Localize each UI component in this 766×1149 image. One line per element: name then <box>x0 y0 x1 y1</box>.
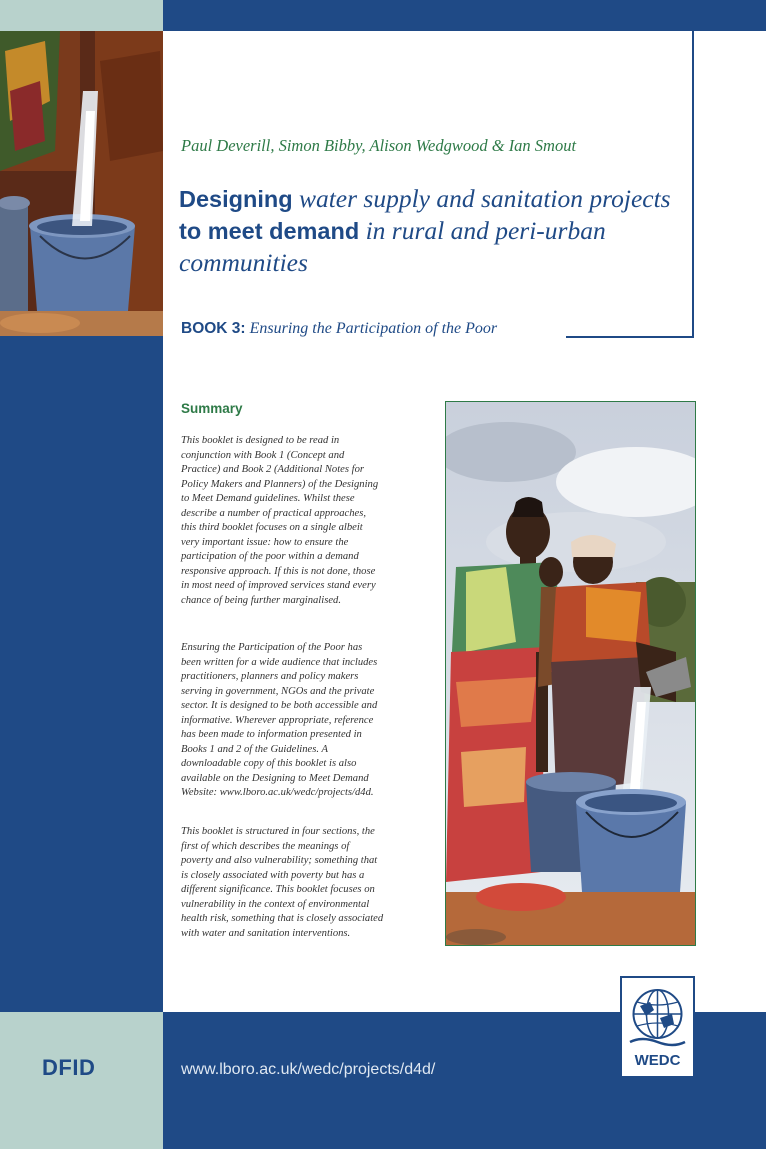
title-frame-right <box>692 31 694 337</box>
paragraph-line: poverty and also vulnerability; something that <box>181 855 378 867</box>
paragraph-line: Practice) and Book 2 (Additional Notes for <box>181 464 365 476</box>
paragraph-line: informative. Wherever appropriate, reference <box>181 714 374 726</box>
summary-heading: Summary <box>181 401 243 416</box>
book-label: BOOK 3: <box>181 320 246 337</box>
wedc-logo-text: WEDC <box>634 1052 681 1069</box>
paragraph-line: in most need of improved services stand every <box>181 580 376 592</box>
top-bar-left <box>0 0 163 31</box>
summary-paragraph-2 <box>181 641 436 801</box>
top-left-photo <box>0 31 163 336</box>
footer-url-link[interactable]: www.lboro.ac.uk/wedc/projects/d4d/ <box>181 1061 436 1078</box>
paragraph-line: been written for a wide audience that includes <box>181 656 378 668</box>
summary-paragraph-3 <box>181 825 436 941</box>
paragraph-line-website[interactable]: Website: www.lboro.ac.uk/wedc/projects/d4d. <box>181 787 374 799</box>
women-collecting-water-photo-icon <box>446 402 695 945</box>
paragraph-line: health risk, something that is closely associated <box>181 913 384 925</box>
paragraph-line: is closely associated with poverty but has a <box>181 869 365 881</box>
title-part-designing: Designing <box>179 186 293 212</box>
paragraph-line: conjunction with Book 1 (Concept and <box>181 449 345 461</box>
paragraph-line: available on the Designing to Meet Demand <box>181 772 369 784</box>
main-photo <box>445 401 696 946</box>
title-frame-bottom <box>566 336 694 338</box>
title-part-water-supply: water supply and sanitation projects <box>292 184 671 213</box>
paragraph-line: This booklet is designed to be read in <box>181 435 340 446</box>
paragraph-line: very important issue: how to ensure the <box>181 536 349 548</box>
title-part-meet-demand: to meet demand <box>179 218 360 244</box>
paragraph-line: this third booklet focuses on a single albeit <box>181 522 363 534</box>
paragraph-line: serving in government, NGOs and the private <box>181 685 375 697</box>
title-part-communities: in rural and peri-urban communities <box>179 216 606 277</box>
paragraph-line: first of which describes the meanings of <box>181 840 350 852</box>
water-pouring-photo-icon <box>0 31 163 336</box>
paragraph-line: different significance. This booklet focuses on <box>181 884 375 896</box>
book-number <box>181 320 497 338</box>
paragraph-line: sector. It is designed to be both accessible and <box>181 700 378 712</box>
authors: Paul Deverill, Simon Bibby, Alison Wedgwood & Ian Smout <box>181 136 577 155</box>
summary-paragraph-1 <box>181 434 436 609</box>
book-title <box>179 183 684 279</box>
paragraph-line: Ensuring the Participation of the Poor has <box>181 642 363 653</box>
paragraph-line: Policy Makers and Planners) of the Designing <box>181 478 379 490</box>
paragraph-line: This booklet is structured in four sections, the <box>181 826 375 837</box>
paragraph-line: with water and sanitation interventions. <box>181 927 351 939</box>
globe-icon <box>622 978 693 1050</box>
paragraph-line: downloadable copy of this booklet is also <box>181 758 357 770</box>
paragraph-line: to Meet Demand guidelines. Whilst these <box>181 493 355 505</box>
paragraph-line: describe a number of practical approaches, <box>181 507 366 519</box>
dfid-logo: DFID <box>42 1055 96 1080</box>
top-bar-right <box>163 0 766 31</box>
book-subtitle: Ensuring the Participation of the Poor <box>249 320 498 337</box>
left-blue-panel <box>0 336 163 1012</box>
paragraph-line: Books 1 and 2 of the Guidelines. A <box>181 743 328 755</box>
paragraph-line: has been made to information presented in <box>181 729 362 741</box>
paragraph-line: participation of the poor within a demand <box>181 551 359 563</box>
paragraph-line: responsive approach. If this is not done, those <box>181 565 376 577</box>
paragraph-line: vulnerability in the context of environmental <box>181 898 370 910</box>
wedc-logo <box>620 976 695 1078</box>
paragraph-line: chance of being further marginalised. <box>181 595 341 607</box>
paragraph-line: practitioners, planners and policy makers <box>181 671 359 683</box>
